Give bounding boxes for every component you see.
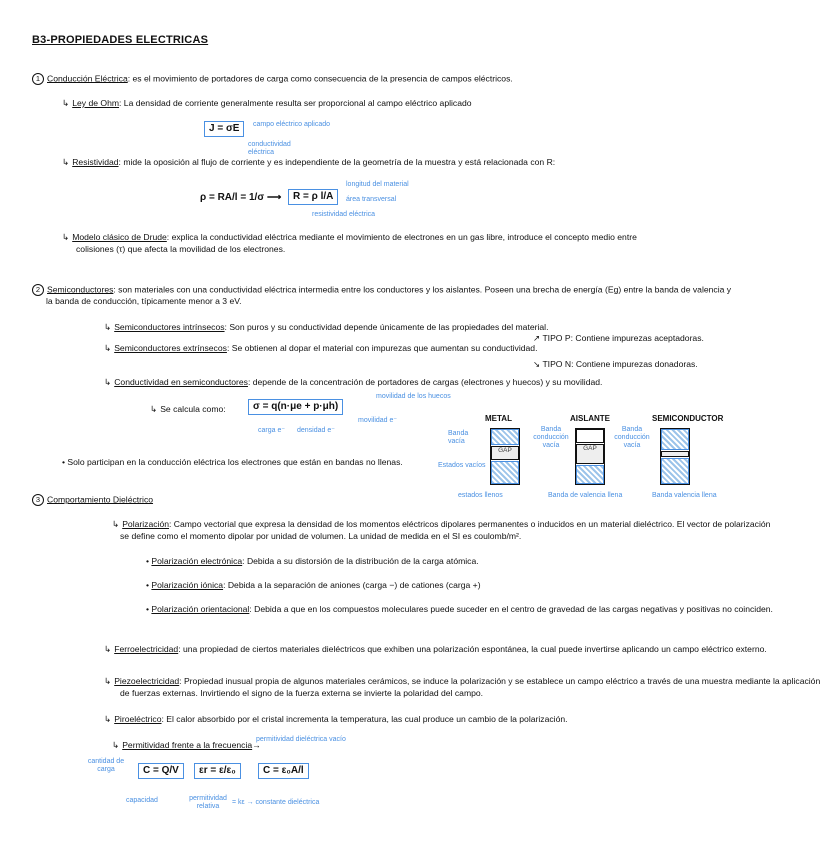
- calc-line: ↳ Se calcula como:: [150, 404, 226, 414]
- arrow-down-right-icon: ↘: [533, 359, 541, 369]
- diagram-label-metal: METAL: [485, 414, 512, 423]
- label-semi-valence: Banda valencia llena: [652, 492, 717, 499]
- arrow-icon: ↳: [104, 343, 112, 353]
- orientational-polarization-heading: Polarización orientacional: [151, 604, 250, 614]
- annotation-resistivity: resistividad eléctrica: [312, 211, 376, 218]
- drude-text-2: colisiones (τ) que afecta la movilidad de los electrones.: [76, 244, 286, 254]
- semiconductor-valence-band: [661, 458, 689, 484]
- annotation-length: longitud del material: [346, 181, 409, 188]
- annotation-capacity: capacidad: [126, 797, 158, 804]
- permittivity-line: [112, 741, 261, 751]
- arrow-icon: ↳: [104, 644, 112, 654]
- arrow-right-icon: →: [252, 740, 261, 750]
- section-2-line: [32, 284, 731, 296]
- annotation-dielectric-constant: = kε → constante dieléctrica: [232, 799, 320, 806]
- arrow-up-right-icon: ↗: [533, 333, 541, 343]
- extrinsic-heading: Semiconductores extrínsecos: [114, 343, 227, 353]
- section-1-line: [32, 73, 513, 85]
- resistivity-text: : mide la oposición al flujo de corriente y es independiente de la geometría de la muestra y está relacionada con R:: [118, 157, 556, 167]
- label-semi-conduction: Banda conducción vacía: [614, 426, 650, 450]
- metal-empty-band: [491, 429, 519, 445]
- page-title: B3-PROPIEDADES ELECTRICAS: [32, 34, 209, 46]
- only-electrons-text: • Solo participan en la conducción eléctrica los electrones que están en bandas no llenas.: [62, 457, 403, 467]
- annotation-relative-permittivity: permitividad relativa: [189, 795, 227, 811]
- type-n-line: ↘ TIPO N: Contiene impurezas donadoras.: [533, 359, 698, 369]
- section-1-heading: Conducción Eléctrica: [47, 73, 128, 84]
- resistivity-formula-2: R = ρ l/A: [288, 189, 338, 205]
- polarization-text-2: se define como el momento dipolar por unidad de volumen. La unidad de medida en el SI es coulomb/m².: [120, 531, 522, 541]
- label-insulator-conduction: Banda conducción vacía: [533, 426, 569, 450]
- ionic-polarization-heading: Polarización iónica: [151, 580, 224, 590]
- arrow-icon: ↳: [150, 404, 158, 414]
- metal-filled-band: [491, 461, 519, 484]
- section-2-text-2: la banda de conducción, típicamente menor a 3 eV.: [46, 296, 242, 306]
- electronic-polarization-line: • Polarización electrónica: Debida a su distorsión de la distribución de la carga atómica.: [146, 556, 479, 566]
- insulator-conduction-band: [576, 429, 604, 443]
- label-empty-states: Estados vacíos: [438, 462, 486, 469]
- ohm-line: [62, 99, 472, 109]
- semiconductor-conduction-band: [661, 429, 689, 450]
- ferroelectricity-line: [104, 645, 767, 655]
- pyroelectric-text: : El calor absorbido por el cristal incrementa la temperatura, las cual produce un cambio de la polarización.: [161, 714, 568, 724]
- permittivity-heading: Permitividad frente a la frecuencia: [122, 740, 253, 750]
- annotation-vacuum-permittivity: permitividad dieléctrica vacío: [256, 736, 346, 743]
- drude-text-1: : explica la conductividad eléctrica mediante el movimiento de electrones en un gas libre, introduce el concepto medio entre: [166, 232, 637, 242]
- arrow-icon: ↳: [104, 714, 112, 724]
- extrinsic-text: : Se obtienen al dopar el material con impurezas que aumentan su conductividad.: [226, 343, 538, 353]
- annotation-charge-amount: cantidad de carga: [87, 758, 125, 774]
- annotation-area: área transversal: [346, 196, 397, 203]
- capacitance-geometry-formula: C = ε₀A/l: [258, 763, 309, 779]
- conductivity-formula: σ = q(n·μe + p·μh): [248, 399, 343, 415]
- ohm-heading: Ley de Ohm: [72, 98, 120, 108]
- resistivity-heading: Resistividad: [72, 157, 119, 167]
- metal-gap: GAP: [491, 446, 519, 460]
- electronic-polarization-heading: Polarización electrónica: [151, 556, 243, 566]
- label-empty-band: Banda vacía: [448, 430, 469, 446]
- arrow-icon: ↳: [104, 322, 112, 332]
- insulator-valence-band: [576, 465, 604, 484]
- resistivity-formula-1: ρ = RA/l = 1/σ ⟶: [200, 192, 282, 203]
- arrow-icon: ↳: [62, 232, 70, 242]
- arrow-icon: ↳: [112, 740, 120, 750]
- arrow-icon: ↳: [112, 519, 120, 529]
- section-3-number: 3: [32, 494, 44, 506]
- extrinsic-line: [104, 344, 537, 354]
- capacitance-formula: C = Q/V: [138, 763, 184, 779]
- diagram-label-semiconductor: SEMICONDUCTOR: [652, 414, 724, 423]
- section-3-line: [32, 494, 153, 506]
- drude-heading: Modelo clásico de Drude: [72, 232, 167, 242]
- conductivity-line: [104, 378, 602, 388]
- label-filled-states: estados llenos: [458, 492, 503, 499]
- ferroelectricity-text: : una propiedad de ciertos materiales dieléctricos que exhiben una polarización espontánea, la cual puede invertirse aplicando un campo eléctrico externo.: [178, 644, 767, 654]
- conductivity-heading: Conductividad en semiconductores: [114, 377, 248, 387]
- section-2-text-1: : son materiales con una conductividad eléctrica intermedia entre los conductores y los aislantes. Poseen una brecha de energía (Eg) entre la banda de valencia y: [113, 284, 732, 295]
- section-1-number: 1: [32, 73, 44, 85]
- piezoelectricity-text-1: : Propiedad inusual propia de algunos materiales cerámicos, se induce la polarización y se establece un campo eléctrico a través de una muestra mediante la aplicación: [179, 676, 821, 686]
- ferroelectricity-heading: Ferroelectricidad: [114, 644, 179, 654]
- conductivity-text: : depende de la concentración de portadores de cargas (electrones y huecos) y su movilidad.: [247, 377, 603, 387]
- ohm-annotation-field: campo eléctrico aplicado: [253, 121, 331, 128]
- piezoelectricity-text-2: de fuerzas externas. Invirtiendo el signo de la fuerza externa se invierte la polaridad del campo.: [120, 688, 484, 698]
- section-3-heading: Comportamiento Dieléctrico: [47, 494, 154, 505]
- pyroelectric-heading: Piroeléctrico: [114, 714, 162, 724]
- intrinsic-heading: Semiconductores intrínsecos: [114, 322, 225, 332]
- arrow-icon: ↳: [62, 157, 70, 167]
- arrow-icon: ↳: [104, 676, 112, 686]
- ohm-text: : La densidad de corriente generalmente resulta ser proporcional al campo eléctrico aplicado: [119, 98, 472, 108]
- label-insulator-valence: Banda de valencia llena: [548, 492, 623, 499]
- arrow-icon: ↳: [104, 377, 112, 387]
- diagram-label-insulator: AISLANTE: [570, 414, 610, 423]
- intrinsic-text: : Son puros y su conductividad depende únicamente de las propiedades del material.: [224, 322, 549, 332]
- polarization-line: [112, 520, 770, 530]
- insulator-gap: GAP: [576, 444, 604, 464]
- ohm-formula: J = σE: [204, 121, 244, 137]
- polarization-text-1: : Campo vectorial que expresa la densidad de los momentos eléctricos dipolares permanentes o inducidos en un material dieléctrico. El vector de polarización: [169, 519, 771, 529]
- annotation-charge: carga e⁻: [258, 427, 286, 434]
- annotation-electron-mobility: movilidad e⁻: [358, 417, 398, 424]
- section-2-number: 2: [32, 284, 44, 296]
- section-2-heading: Semiconductores: [47, 284, 114, 295]
- piezoelectricity-heading: Piezoelectricidad: [114, 676, 180, 686]
- pyroelectric-line: [104, 715, 568, 725]
- orientational-polarization-line: • Polarización orientacional: Debida a que en los compuestos moleculares puede suceder en el centro de gravedad de las cargas negativas y positivas no coinciden.: [146, 604, 773, 614]
- polarization-heading: Polarización: [122, 519, 170, 529]
- section-1-text: : es el movimiento de portadores de carga como consecuencia de la presencia de campos eléctricos.: [127, 73, 513, 84]
- piezoelectricity-line: [104, 677, 820, 687]
- intrinsic-line: [104, 323, 548, 333]
- electronic-polarization-text: : Debida a su distorsión de la distribución de la carga atómica.: [242, 556, 479, 566]
- relative-permittivity-formula: εr = ε/ε₀: [194, 763, 241, 779]
- drude-line: [62, 233, 637, 243]
- ionic-polarization-line: • Polarización iónica: Debida a la separación de aniones (carga −) de cationes (carga +): [146, 580, 481, 590]
- type-p-line: ↗ TIPO P: Contiene impurezas aceptadoras.: [533, 333, 704, 343]
- semiconductor-gap: [661, 451, 689, 457]
- ohm-annotation-conductivity: conductividad eléctrica: [248, 141, 291, 157]
- orientational-polarization-text: : Debida a que en los compuestos moleculares puede suceder en el centro de gravedad de las cargas negativas y positivas no coinciden.: [249, 604, 773, 614]
- annotation-density: densidad e⁻: [297, 427, 335, 434]
- arrow-right-icon: ⟶: [266, 192, 282, 203]
- annotation-hole-mobility: movilidad de los huecos: [376, 393, 451, 400]
- resistivity-line: [62, 158, 555, 168]
- ionic-polarization-text: : Debida a la separación de aniones (carga −) de cationes (carga +): [223, 580, 481, 590]
- arrow-icon: ↳: [62, 98, 70, 108]
